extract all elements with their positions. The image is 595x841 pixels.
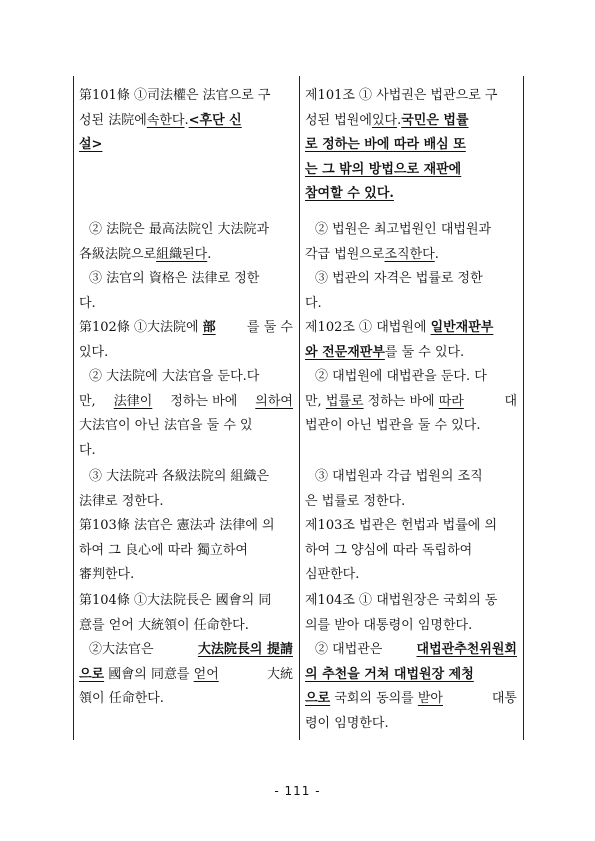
text-run: 으로 國會의 同意를 얻어 <box>79 666 219 682</box>
text-run: . <box>207 246 212 262</box>
text-line <box>305 687 517 712</box>
text-line: 다. <box>305 295 322 311</box>
article-104-paragraph-2 <box>305 638 517 736</box>
text-run: . <box>434 246 439 262</box>
article-102-paragraph-2 <box>305 365 517 439</box>
text-line: 제104조 ① 대법원장은 국회의 동 <box>305 593 498 608</box>
text-run: 第102條 ①大法院에 部 <box>79 320 216 335</box>
column-divider <box>299 76 300 740</box>
text-line: 심판한다. <box>305 567 360 582</box>
text-line <box>79 663 293 688</box>
text-line <box>305 316 517 341</box>
text-run: . <box>397 112 402 128</box>
text-run: 정하는 바에 <box>170 393 238 409</box>
text-line: 第103條 法官은 憲法과 法律에 의 <box>79 518 275 533</box>
text-line: 하여 그 양심에 따라 독립하여 <box>305 542 473 558</box>
text-line: 는 그 밖의 방법으로 재판에 <box>305 161 462 177</box>
text-line <box>305 243 517 268</box>
table-border-right <box>523 76 524 740</box>
text-run: 大統 <box>266 666 293 682</box>
underlined-text: 받아 <box>417 691 443 706</box>
text-line: ③ 法官의 資格은 法律로 정한 <box>89 271 260 286</box>
underlined-text: 국민은 법률 <box>401 112 469 128</box>
text-run: 각급 법원으로 <box>305 246 385 262</box>
underlined-text: 部 <box>202 320 216 335</box>
text-line <box>305 109 517 134</box>
underlined-text: 대법관추천위원회 <box>416 642 517 657</box>
text-line <box>305 182 517 207</box>
text-run: 대 <box>504 393 517 409</box>
text-run: 성된 법원에 <box>305 112 372 128</box>
article-104-paragraph-1 <box>305 589 517 638</box>
text-line: ③ 大法院과 各級法院의 組織은 <box>89 469 270 484</box>
text-line: 제101조 ① 사법권은 법관으로 구 <box>305 88 498 103</box>
text-line: 의 추천을 거쳐 대법원장 제청 <box>305 666 474 682</box>
page-number: - 111 - <box>274 784 321 798</box>
text-line: ③ 대법원과 각급 법원의 조직 <box>315 469 483 484</box>
text-line: ② 법원은 최고법원인 대법원과 <box>315 222 492 237</box>
text-line: ③ 법관의 자격은 법률로 정한 <box>315 271 483 286</box>
amendment-note: <후단 신 <box>188 112 242 128</box>
underlined-text: 따라 <box>438 393 464 409</box>
text-line: 있다. <box>79 344 109 360</box>
text-line: 다. <box>79 442 96 458</box>
text-line: 제103조 법관은 헌법과 법률에 의 <box>305 518 498 533</box>
underlined-text: 組織된다 <box>156 246 208 262</box>
underlined-text: 법률로 <box>325 393 364 409</box>
text-line: ② 法院은 最高法院인 大法院과 <box>89 222 270 237</box>
text-line: 意를 얻어 大統領이 任命한다. <box>79 617 249 633</box>
article-101-paragraph-2 <box>79 218 293 267</box>
text-line <box>79 390 293 415</box>
article-102-paragraph-2 <box>79 365 293 463</box>
underlined-text: 조직한다 <box>384 246 435 262</box>
text-line: ② 大法院에 大法官을 둔다.다 <box>89 369 260 384</box>
text-line: 로 정하는 바에 따라 배심 또 <box>305 137 466 152</box>
text-run: 를 둘 수 <box>247 320 293 335</box>
text-line <box>305 638 517 663</box>
article-101-paragraph-1 <box>305 84 517 207</box>
article-101-paragraph-3 <box>305 267 517 316</box>
text-line <box>79 243 293 268</box>
underlined-text: 얻어 <box>193 666 219 682</box>
underlined-text: 大法院長의 提請 <box>197 642 293 657</box>
article-103 <box>79 514 293 588</box>
text-run: 各級法院으로 <box>79 246 157 262</box>
underlined-text: 있다 <box>371 112 398 128</box>
text-line: 령이 임명한다. <box>305 715 389 731</box>
text-line: 第104條 ①大法院長은 國會의 同 <box>79 593 272 608</box>
text-line <box>305 390 517 415</box>
text-line: 다. <box>79 295 96 311</box>
text-run: 대통 <box>491 691 517 706</box>
article-103 <box>305 514 517 588</box>
text-run: 제102조 ① 대법원에 일반재판부 <box>305 320 494 335</box>
article-101-paragraph-2 <box>305 218 517 267</box>
article-101-paragraph-3 <box>79 267 293 316</box>
underlined-text: 일반재판부 <box>430 320 494 335</box>
underlined-text: 속한다 <box>146 112 185 128</box>
text-line: 하여 그 良心에 따라 獨立하여 <box>79 542 248 558</box>
underlined-text: 와 전문재판부 <box>305 344 385 360</box>
amendment-note: 설> <box>79 137 103 152</box>
text-line: 大法官이 아닌 法官을 둘 수 있 <box>79 418 253 433</box>
article-102-paragraph-1 <box>79 316 293 365</box>
comparison-table <box>73 76 524 740</box>
text-run: ② 대법관은 <box>315 642 383 657</box>
underlined-text: 참여할 수 있다. <box>305 186 394 201</box>
text-line: ② 대법원에 대법관을 둔다. 다 <box>315 369 487 384</box>
text-run: 만, <box>79 393 96 409</box>
text-line <box>79 109 293 134</box>
table-border-left <box>73 76 74 740</box>
article-102-paragraph-3 <box>305 465 517 514</box>
text-run: ②大法官은 <box>89 642 154 657</box>
article-101-paragraph-1 <box>79 84 293 158</box>
article-102-paragraph-1 <box>305 316 517 365</box>
underlined-text: 으로 <box>305 691 331 706</box>
article-104-paragraph-1 <box>79 589 293 638</box>
text-line: 審判한다. <box>79 567 135 582</box>
text-line <box>79 133 293 158</box>
article-104-paragraph-2 <box>79 638 293 712</box>
text-run: 만, 법률로 정하는 바에 따라 <box>305 393 464 409</box>
underlined-text: 으로 <box>79 666 105 682</box>
text-run: 를 둘 수 있다. <box>384 344 465 360</box>
text-line <box>79 316 293 341</box>
text-line <box>79 638 293 663</box>
text-run: 으로 국회의 동의를 받아 <box>305 691 443 706</box>
underlined-text: 의하여 <box>255 393 293 409</box>
text-line: 은 법률로 정한다. <box>305 493 406 509</box>
text-line: 領이 任命한다. <box>79 691 164 706</box>
text-run: . <box>184 112 189 128</box>
text-line: 법관이 아닌 법관을 둘 수 있다. <box>305 418 481 433</box>
underlined-text: 法律이 <box>113 393 153 409</box>
text-line: 第101條 ①司法權은 法官으로 구 <box>79 88 271 103</box>
text-line: 의를 받아 대통령이 임명한다. <box>305 617 473 633</box>
text-line <box>305 341 517 366</box>
text-line: 法律로 정한다. <box>79 493 164 509</box>
text-run: 성된 法院에 <box>79 112 147 128</box>
article-102-paragraph-3 <box>79 465 293 514</box>
